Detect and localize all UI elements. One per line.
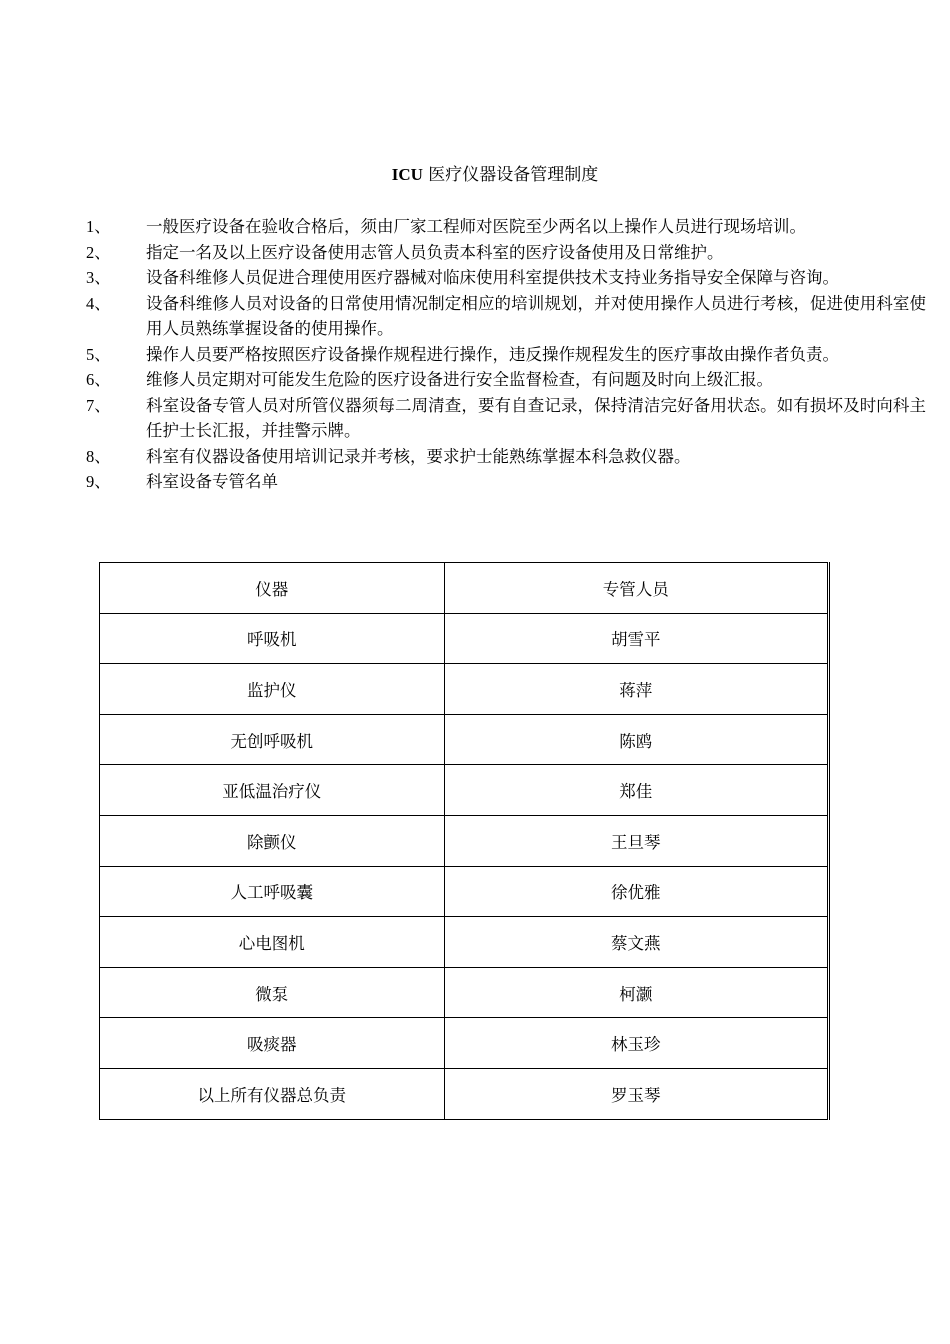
rule-number: 5、 xyxy=(86,344,111,364)
rule-item xyxy=(86,393,926,444)
device-cell: 心电图机 xyxy=(100,917,445,968)
person-cell: 柯灏 xyxy=(444,967,828,1018)
table-row xyxy=(100,1068,829,1119)
person-cell: 陈鸥 xyxy=(444,714,828,765)
table-row xyxy=(100,866,829,917)
table-row xyxy=(100,815,829,866)
equipment-staff-table xyxy=(99,562,830,1120)
rule-number: 2、 xyxy=(86,242,111,262)
rule-number: 8、 xyxy=(86,446,111,466)
rule-item xyxy=(86,265,926,291)
device-cell: 监护仪 xyxy=(100,664,445,715)
rule-number: 9、 xyxy=(86,472,111,491)
rule-text: 设备科维修人员促进合理使用医疗器械对临床使用科室提供技术支持业务指导安全保障与咨询。 xyxy=(146,268,839,287)
device-cell: 亚低温治疗仪 xyxy=(100,765,445,816)
header-person: 专管人员 xyxy=(444,563,828,614)
table-row xyxy=(100,765,829,816)
rule-number: 3、 xyxy=(86,268,111,287)
device-cell: 吸痰器 xyxy=(100,1018,445,1069)
table-row xyxy=(100,613,829,664)
rule-text: 指定一名及以上医疗设备使用志管人员负责本科室的医疗设备使用及日常维护。 xyxy=(146,242,724,262)
rule-item xyxy=(86,291,926,342)
person-cell: 蒋萍 xyxy=(444,664,828,715)
table-row xyxy=(100,1018,829,1069)
rule-item xyxy=(86,342,926,368)
table-row xyxy=(100,967,829,1018)
device-cell: 除颤仪 xyxy=(100,815,445,866)
person-cell: 徐优雅 xyxy=(444,866,828,917)
rule-item xyxy=(86,469,926,495)
person-cell: 郑佳 xyxy=(444,765,828,816)
rule-item xyxy=(86,214,926,240)
rule-text: 设备科维修人员对设备的日常使用情况制定相应的培训规划，并对使用操作人员进行考核，促进使用科室使用人员熟练掌握设备的使用操作。 xyxy=(146,293,926,338)
header-device: 仪器 xyxy=(100,563,445,614)
rule-item xyxy=(86,367,926,393)
rule-number: 4、 xyxy=(86,293,111,313)
table-row xyxy=(100,917,829,968)
rule-item xyxy=(86,444,926,470)
rule-text: 一般医疗设备在验收合格后，须由厂家工程师对医院至少两名以上操作人员进行现场培训。 xyxy=(146,217,806,236)
device-cell: 微泵 xyxy=(100,967,445,1018)
title-prefix: ICU xyxy=(391,165,423,184)
device-cell: 无创呼吸机 xyxy=(100,714,445,765)
person-cell: 罗玉琴 xyxy=(444,1068,828,1119)
rule-text: 维修人员定期对可能发生危险的医疗设备进行安全监督检查，有问题及时向上级汇报。 xyxy=(146,370,773,389)
rule-text: 科室设备专管人员对所管仪器须每二周清查，要有自查记录，保持清洁完好备用状态。如有损坏及时向科主任护士长汇报，并挂警示牌。 xyxy=(146,395,926,440)
title-main: 医疗仪器设备管理制度 xyxy=(428,165,599,185)
rule-number: 7、 xyxy=(86,395,111,415)
table-row xyxy=(100,714,829,765)
rule-text: 操作人员要严格按照医疗设备操作规程进行操作，违反操作规程发生的医疗事故由操作者负责。 xyxy=(146,344,839,364)
person-cell: 王旦琴 xyxy=(444,815,828,866)
rule-item xyxy=(86,240,926,266)
rule-number: 1、 xyxy=(86,217,111,236)
table-row xyxy=(100,664,829,715)
rule-text: 科室设备专管名单 xyxy=(146,472,278,491)
device-cell: 呼吸机 xyxy=(100,613,445,664)
rule-text: 科室有仪器设备使用培训记录并考核，要求护士能熟练掌握本科急救仪器。 xyxy=(146,446,691,466)
device-cell: 以上所有仪器总负责 xyxy=(100,1068,445,1119)
rule-number: 6、 xyxy=(86,370,111,389)
device-cell: 人工呼吸囊 xyxy=(100,866,445,917)
person-cell: 胡雪平 xyxy=(444,613,828,664)
rules-list xyxy=(86,214,926,495)
person-cell: 蔡文燕 xyxy=(444,917,828,968)
person-cell: 林玉珍 xyxy=(444,1018,828,1069)
table-header-row xyxy=(100,563,829,614)
document-title xyxy=(0,163,950,187)
